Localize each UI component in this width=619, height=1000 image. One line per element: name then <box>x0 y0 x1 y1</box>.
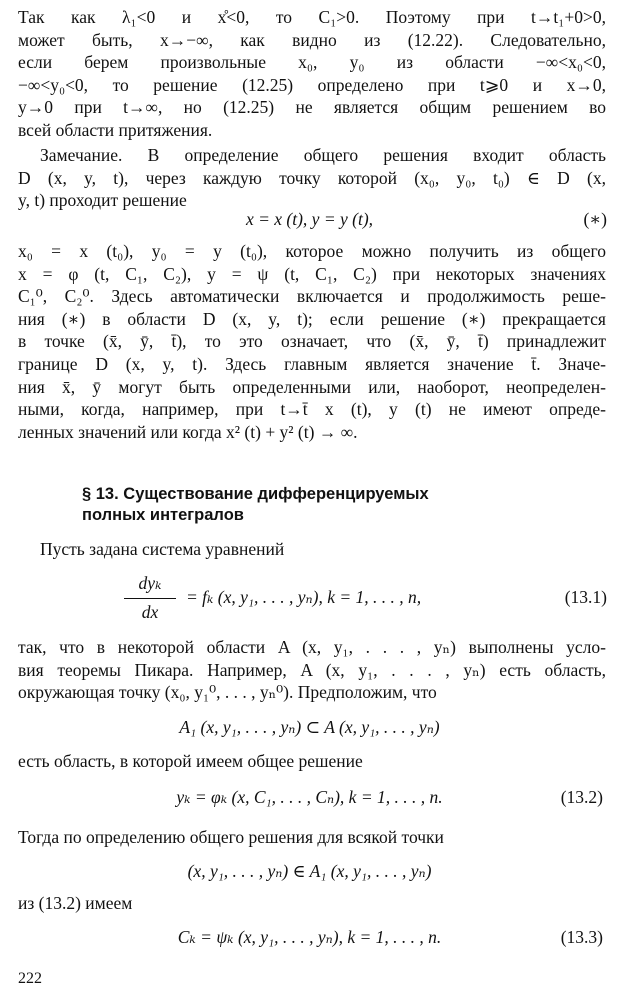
fraction <box>120 572 180 623</box>
equation-number: (∗) <box>583 209 607 229</box>
text-line: Так как λ₁<0 и x̊<0, то C₁>0. Поэтому при t→t₁+0>0, <box>18 7 606 27</box>
text-line: y→0 при t→∞, но (12.25) не является общим решением во <box>18 97 606 118</box>
equation-number: (13.3) <box>560 927 603 947</box>
text-line: C₁⁰, C₂⁰. Здесь автоматически включается и продолжимость реше- <box>18 286 606 307</box>
text-line: ния x̄, ȳ могут быть определенными или, наоборот, неопределен- <box>18 376 606 397</box>
page-number: 222 <box>18 970 42 987</box>
text-line: Замечание. В определение общего решения входит область <box>40 145 606 165</box>
text-line: x = φ (t, C₁, C₂), y = ψ (t, C₁, C₂) при некоторых значениях <box>18 263 606 284</box>
equation-formula: (x, y₁, . . . , yₙ) ∈ A₁ (x, y₁, . . . , yₙ) <box>187 861 432 881</box>
equation-subset <box>0 716 619 742</box>
text-line: в точке (x̄, ȳ, t̄), то это означает, что (x̄, ȳ, t̄) принадлежит <box>18 331 606 352</box>
equation-formula: yₖ = φₖ (x, C₁, . . . , Cₙ), k = 1, . . . , n. <box>176 787 443 807</box>
text-line: может быть, x→−∞, как видно из (12.22). Следовательно, <box>18 29 606 50</box>
equation-rhs: = fₖ (x, y₁, . . . , yₙ), k = 1, . . . , n, <box>186 587 422 607</box>
equation-formula: A₁ (x, y₁, . . . , yₙ) ⊂ A (x, y₁, . . . , yₙ) <box>179 717 440 737</box>
paragraph-8 <box>18 892 606 915</box>
paragraph-6 <box>18 750 606 773</box>
heading-line: § 13. Существование дифференцируемых <box>82 485 429 503</box>
text-line: есть область, в которой имеем общее решение <box>18 751 363 771</box>
text-line: Пусть задана система уравнений <box>40 539 285 559</box>
text-line: x₀ = x (t₀), y₀ = y (t₀), которое можно получить из общего <box>18 241 606 261</box>
text-line: так, что в некоторой области A (x, y₁, . . . , yₙ) выполнены усло- <box>18 637 606 657</box>
text-line: вия теоремы Пикара. Например, A (x, y₁, . . . , yₙ) есть область, <box>18 659 606 680</box>
text-line: всей области притяжения. <box>18 119 213 140</box>
text-line: ния (∗) в области D (x, y, t); если решение (∗) прекращается <box>18 308 606 329</box>
heading-line: полных интегралов <box>82 506 244 524</box>
equation-13-2 <box>0 786 619 812</box>
equation-formula: Cₖ = ψₖ (x, y₁, . . . , yₙ), k = 1, . . . , n. <box>177 927 442 947</box>
section-heading <box>82 484 562 526</box>
equation-13-3 <box>0 926 619 952</box>
equation-formula: x = x (t), y = y (t), <box>245 209 374 229</box>
text-line: границе D (x, y, t). Здесь главным является значение t̄. Значе- <box>18 353 606 374</box>
equation-13-1 <box>0 572 619 628</box>
paragraph-1 <box>18 6 606 142</box>
paragraph-7 <box>18 826 606 849</box>
text-line: если берем произвольные x₀, y₀ из области −∞<x₀<0, <box>18 52 606 73</box>
text-line: Тогда по определению общего решения для всякой точки <box>18 827 444 847</box>
text-line: ленных значений или когда x² (t) + y² (t) → ∞. <box>18 421 358 442</box>
equation-number: (13.2) <box>560 787 603 807</box>
fraction-bar <box>124 598 176 599</box>
paragraph-5 <box>18 636 606 704</box>
text-line: y, t) проходит решение <box>18 190 187 211</box>
paragraph-3 <box>18 240 606 443</box>
text-line: D (x, y, t), через каждую точку которой (x₀, y₀, t₀) ∈ D (x, <box>18 167 606 188</box>
text-line: окружающая точку (x₀, y₁⁰, . . . , yₙ⁰). Предположим, что <box>18 682 437 703</box>
text-line: −∞<y₀<0, то решение (12.25) определено при t⩾0 и x→0, <box>18 74 606 95</box>
paragraph-remark <box>18 144 606 212</box>
equation-point <box>0 860 619 886</box>
paragraph-4 <box>18 538 606 561</box>
equation-number: (13.1) <box>564 587 607 607</box>
text-line: ными, когда, например, при t→t̄ x (t), y (t) не имеют опреде- <box>18 399 606 420</box>
fraction-denominator: dx <box>141 601 159 622</box>
equation-star <box>0 208 619 234</box>
text-line: из (13.2) имеем <box>18 893 133 913</box>
fraction-numerator: dyₖ <box>138 573 162 593</box>
